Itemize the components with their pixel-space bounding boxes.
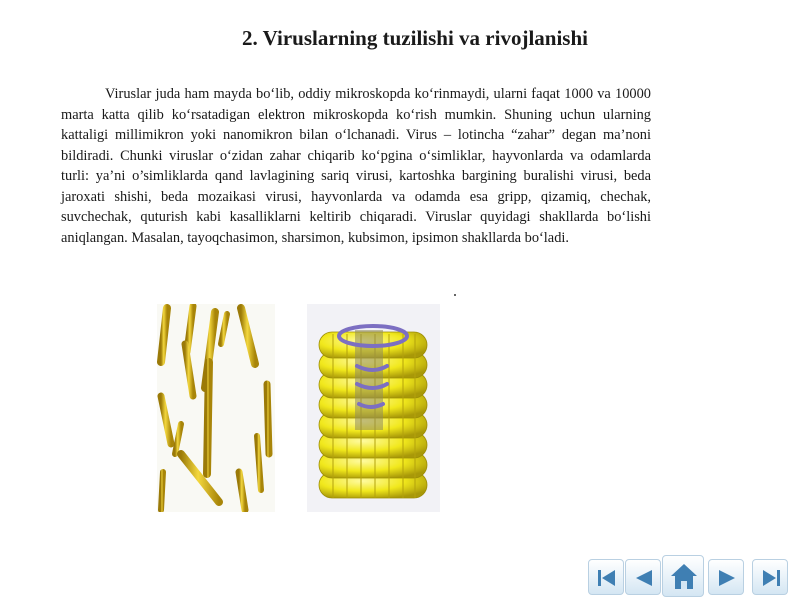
last-icon (753, 560, 789, 596)
helical-virus-model-image (307, 304, 440, 512)
next-icon (709, 560, 745, 596)
page-title: 2. Viruslarning tuzilishi va rivojlanishi (242, 26, 588, 50)
home-button[interactable] (662, 555, 704, 597)
previous-page-button[interactable] (625, 559, 661, 595)
last-page-button[interactable] (752, 559, 788, 595)
home-icon (663, 556, 705, 598)
prev-icon (626, 560, 662, 596)
first-page-button[interactable] (588, 559, 624, 595)
first-icon (589, 560, 625, 596)
rod-shaped-viruses-image (157, 304, 275, 512)
next-page-button[interactable] (708, 559, 744, 595)
body-paragraph: Viruslar juda ham mayda bo‘lib, oddiy mikroskopda ko‘rinmaydi, ularni faqat 1000 va 10000 marta katta qilib ko‘rsatadigan elektron mikroskopda ko‘rish mumkin. Shuning uchun ularning kattaligi millimikron yoki nanomikron bilan o‘lchanadi. Virus – lotincha “zahar” degan ma’noni bildiradi. Chunki viruslar o‘zidan zahar chiqarib ko‘pgina o‘simliklar, hayvonlarda va odamlarda turli: ya’ni o’simliklarda qand lavlagining sariq virusi, kartoshka bargining buralishi virusi, beda jaroxati shishi, beda mozaikasi virusi, hayvonlarda va odamda esa gripp, qizamiq, chechak, suvchechak, quturish kabi kasalliklarni keltirib chiqaradi. Viruslar quyidagi shakllarda bo‘lishi aniqlangan. Masalan, tayoqchasimon, sharsimon, kubsimon, ipsimon shakllarda bo‘ladi. (61, 86, 651, 246)
stray-dot (454, 294, 456, 296)
